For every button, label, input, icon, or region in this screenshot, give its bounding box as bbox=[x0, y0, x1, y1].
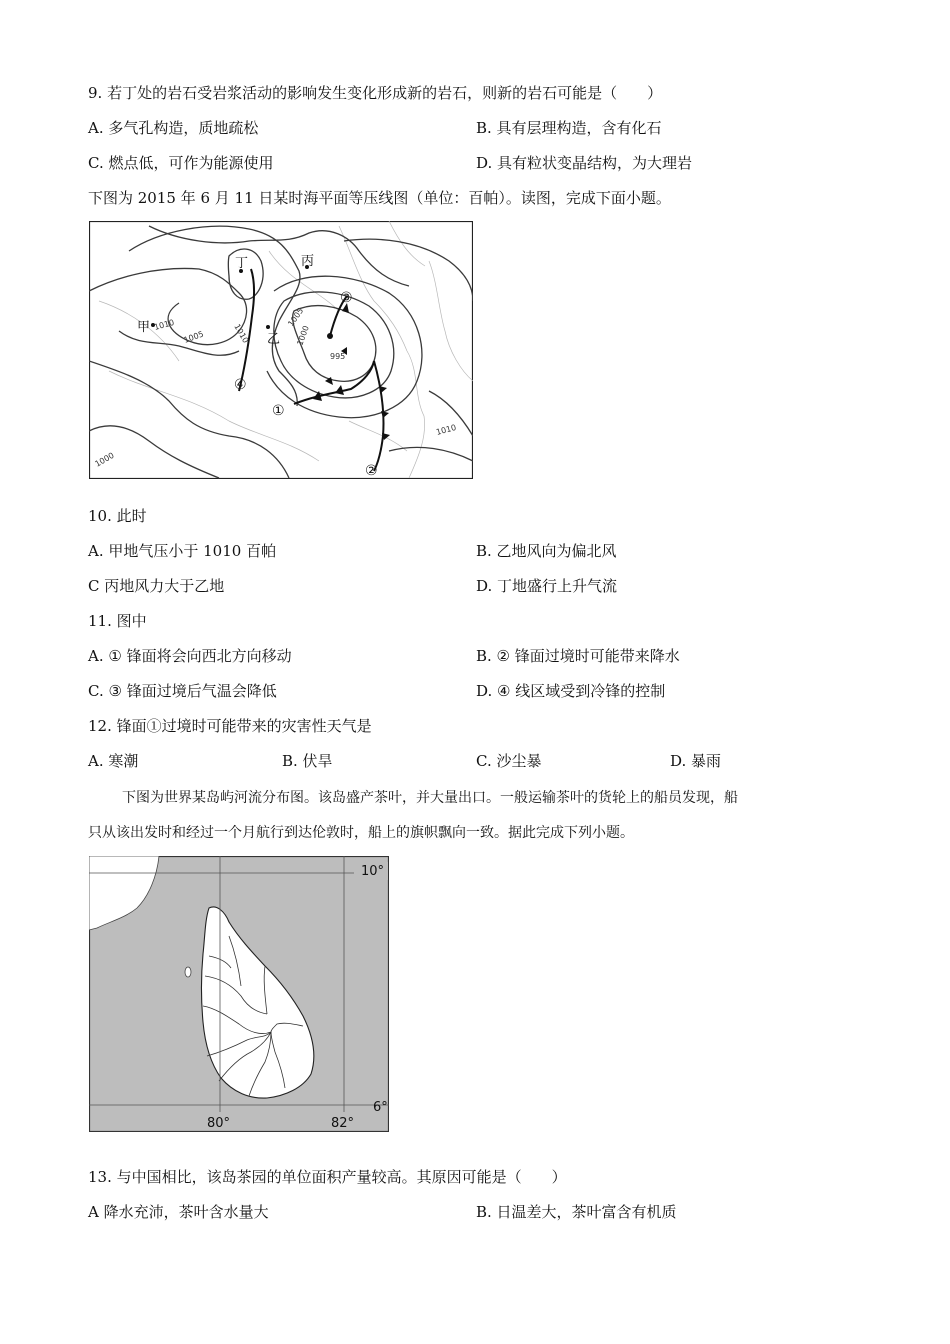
isobar-label: 1000 bbox=[93, 450, 116, 469]
front-label-4: ④ bbox=[234, 377, 247, 393]
q10-option-d: D. 丁地盛行上升气流 bbox=[476, 577, 618, 595]
lat-label-bottom: 6° bbox=[373, 1100, 388, 1115]
q9-option-a: A. 多气孔构造，质地疏松 bbox=[88, 119, 259, 137]
isobar-label: 1010 bbox=[435, 422, 458, 437]
q12-option-c: C. 沙尘暴 bbox=[476, 752, 542, 770]
q13-option-b: B. 日温差大，茶叶富含有机质 bbox=[476, 1203, 677, 1221]
q12-option-a: A. 寒潮 bbox=[88, 752, 139, 770]
q9-option-b: B. 具有层理构造，含有化石 bbox=[476, 119, 662, 137]
isobar-label: 1005 bbox=[286, 306, 306, 329]
label-jia: 甲 bbox=[137, 320, 151, 335]
q9-stem: 9. 若丁处的岩石受岩浆活动的影响发生变化形成新的岩石，则新的岩石可能是（ ） bbox=[88, 84, 663, 102]
lat-label-top: 10° bbox=[361, 864, 385, 879]
isobar-label: 1010 bbox=[153, 317, 176, 332]
label-ding: 丁 bbox=[235, 256, 249, 271]
intro-pressure-map: 下图为 2015 年 6 月 11 日某时海平面等压线图（单位：百帕）。读图，完成下面小题。 bbox=[88, 189, 671, 207]
front-label-3: ③ bbox=[340, 290, 353, 306]
q10-stem: 10. 此时 bbox=[88, 507, 147, 525]
island-river-map bbox=[89, 856, 389, 1132]
intro-island-line2: 只从该出发时和经过一个月航行到达伦敦时，船上的旗帜飘向一致。据此完成下列小题。 bbox=[88, 825, 634, 841]
q12-option-d: D. 暴雨 bbox=[670, 752, 722, 770]
q11-option-b: B. ② 锋面过境时可能带来降水 bbox=[476, 647, 680, 665]
q9-option-c: C. 燃点低，可作为能源使用 bbox=[88, 154, 274, 172]
label-bing: 丙 bbox=[301, 254, 315, 269]
lon-label-right: 82° bbox=[331, 1116, 355, 1131]
q10-option-c: C 丙地风力大于乙地 bbox=[88, 577, 225, 595]
intro-island-line1: 下图为世界某岛屿河流分布图。该岛盛产茶叶，并大量出口。一般运输茶叶的货轮上的船员发现，船 bbox=[122, 790, 738, 806]
q12-stem: 12. 锋面①过境时可能带来的灾害性天气是 bbox=[88, 717, 372, 735]
isobar-label: 1010 bbox=[232, 322, 251, 345]
front-label-1: ① bbox=[272, 403, 285, 419]
q11-option-c: C. ③ 锋面过境后气温会降低 bbox=[88, 682, 277, 700]
q11-option-a: A. ① 锋面将会向西北方向移动 bbox=[88, 647, 292, 665]
q13-option-a: A 降水充沛，茶叶含水量大 bbox=[88, 1203, 269, 1221]
label-yi: 乙 bbox=[267, 332, 281, 347]
q10-option-a: A. 甲地气压小于 1010 百帕 bbox=[88, 542, 277, 560]
front-label-2: ② bbox=[365, 463, 378, 479]
isobar-label: 1000 bbox=[295, 324, 311, 347]
q11-option-d: D. ④ 线区域受到冷锋的控制 bbox=[476, 682, 666, 700]
q13-stem: 13. 与中国相比，该岛茶园的单位面积产量较高。其原因可能是（ ） bbox=[88, 1168, 567, 1186]
q9-option-d: D. 具有粒状变晶结构，为大理岩 bbox=[476, 154, 693, 172]
isobar-map bbox=[89, 221, 473, 479]
q12-option-b: B. 伏旱 bbox=[282, 752, 333, 770]
isobar-label: 1005 bbox=[182, 329, 205, 345]
q11-stem: 11. 图中 bbox=[88, 612, 147, 630]
q10-option-b: B. 乙地风向为偏北风 bbox=[476, 542, 617, 560]
lon-label-left: 80° bbox=[207, 1116, 231, 1131]
isobar-label: 995 bbox=[330, 352, 346, 361]
